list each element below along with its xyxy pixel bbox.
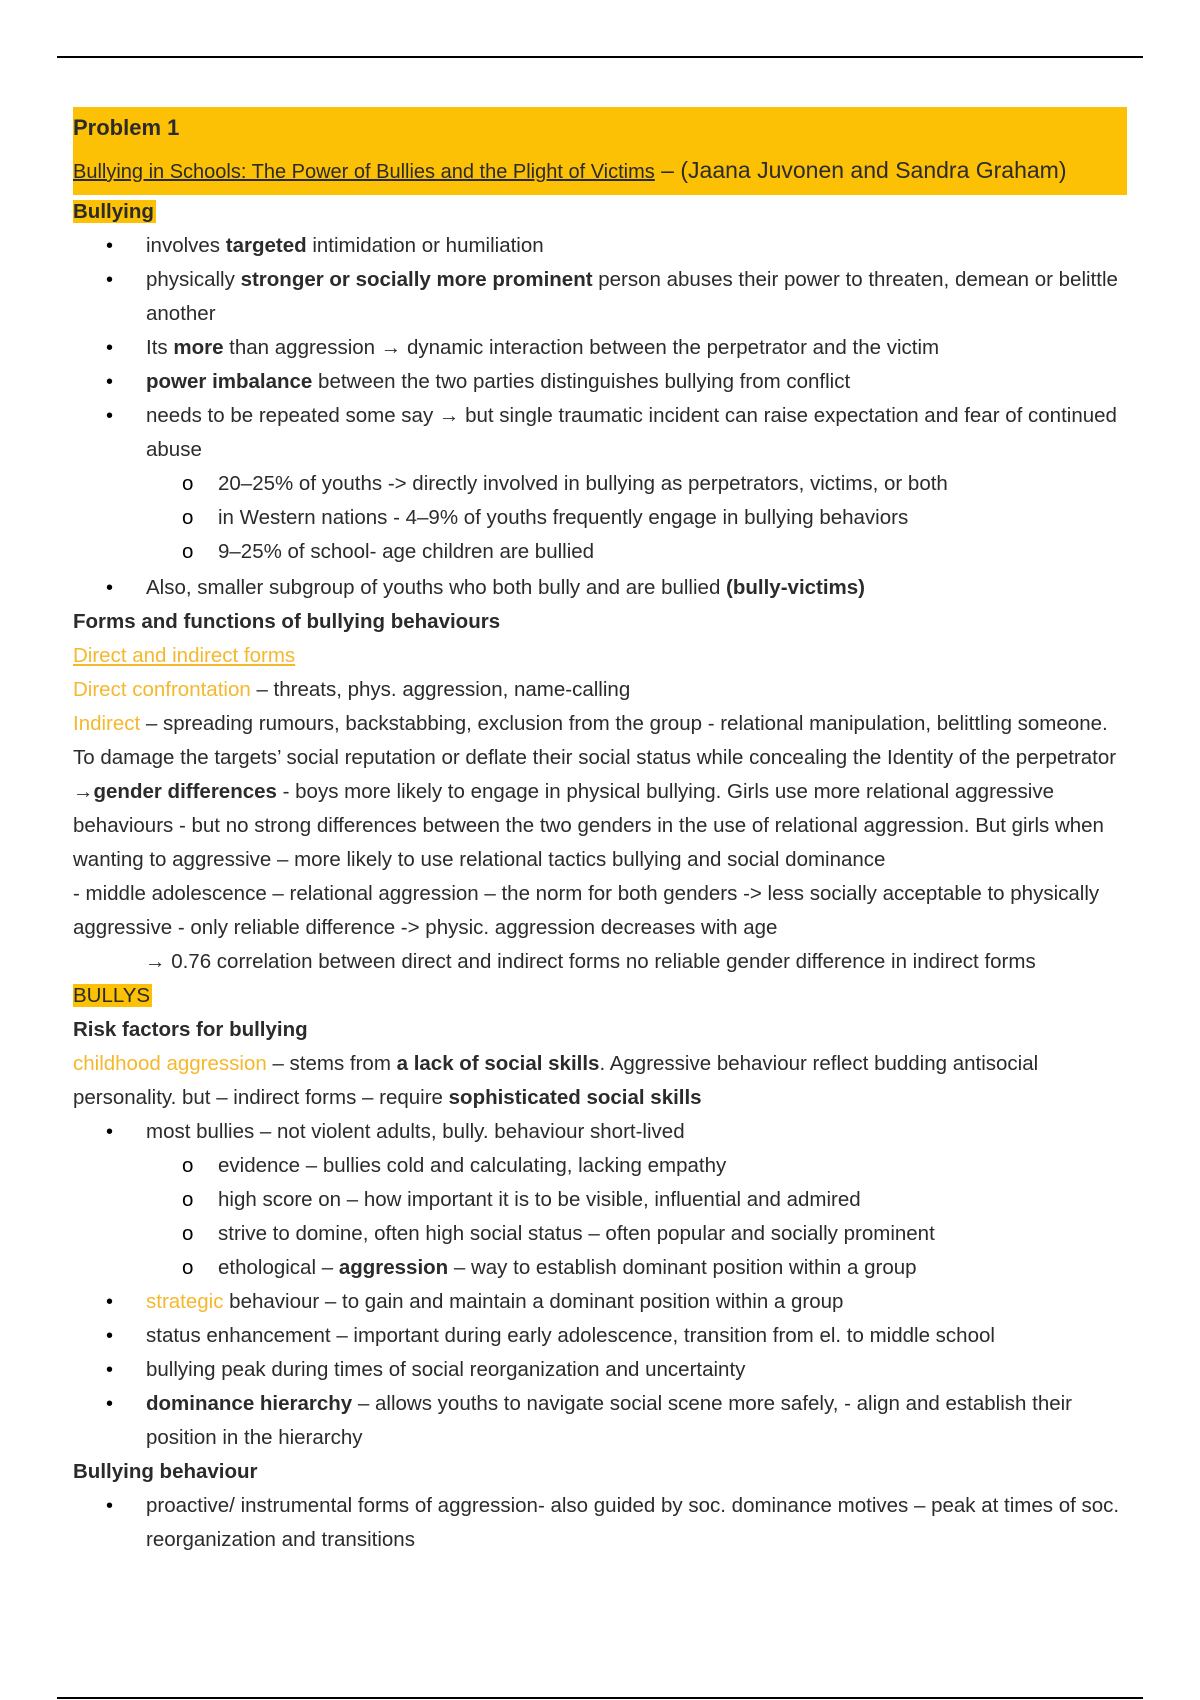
risk-list-cont bbox=[73, 1285, 1133, 1455]
sublist-item: o 20–25% of youths -> directly involved in bullying as perpetrators, victims, or both bbox=[73, 467, 1133, 501]
sublist-item: o high score on – how important it is to be visible, influential and admired bbox=[73, 1183, 1133, 1217]
sublist-item: o ethological – aggression – way to establish dominant position within a group bbox=[73, 1251, 1133, 1285]
source-citation bbox=[73, 153, 1127, 195]
list-item: • needs to be repeated some say → but single traumatic incident can raise expectation and fear of continued abuse bbox=[73, 399, 1133, 467]
forms-heading: Forms and functions of bullying behaviours bbox=[73, 610, 501, 633]
correlation-paragraph: → 0.76 correlation between direct and indirect forms no reliable gender difference in indirect forms bbox=[145, 950, 1036, 973]
list-item: • power imbalance between the two parties distinguishes bullying from conflict bbox=[73, 365, 1133, 399]
list-item: • proactive/ instrumental forms of aggression- also guided by soc. dominance motives – peak at times of soc. reorganization and transitions bbox=[73, 1489, 1133, 1557]
top-rule bbox=[57, 56, 1143, 58]
prevalence-sublist bbox=[73, 467, 1133, 569]
list-item: • physically stronger or socially more prominent person abuses their power to threaten, demean or belittle another bbox=[73, 263, 1133, 331]
adolescence-paragraph: - middle adolescence – relational aggression – the norm for both genders -> less socially acceptable to physically aggressive - only reliable difference -> physic. aggression decreases with age bbox=[73, 882, 1100, 939]
sublist-item: o 9–25% of school- age children are bullied bbox=[73, 535, 1133, 569]
bullying-heading-line bbox=[73, 195, 1133, 229]
behaviour-heading: Bullying behaviour bbox=[73, 1460, 258, 1483]
title-banner bbox=[73, 107, 1127, 195]
list-item: • bullying peak during times of social reorganization and uncertainty bbox=[73, 1353, 1133, 1387]
list-item: • Its more than aggression → dynamic interaction between the perpetrator and the victim bbox=[73, 331, 1133, 365]
bullying-heading: Bullying bbox=[73, 200, 154, 223]
indirect-paragraph: Indirect – spreading rumours, backstabbing, exclusion from the group - relational manipulation, belittling someone. To damage the targets’ social reputation or deflate their social status while concealing the Identity of the perpetrator bbox=[73, 712, 1117, 769]
source-authors: – (Jaana Juvonen and Sandra Graham) bbox=[654, 157, 1067, 183]
list-item: • involves targeted intimidation or humiliation bbox=[73, 229, 1133, 263]
risk-list bbox=[73, 1115, 1133, 1149]
document-page bbox=[73, 107, 1133, 1557]
list-item: • Also, smaller subgroup of youths who both bully and are bullied (bully-victims) bbox=[73, 571, 1133, 605]
list-item: • status enhancement – important during early adolescence, transition from el. to middle school bbox=[73, 1319, 1133, 1353]
list-item: • strategic behaviour – to gain and maintain a dominant position within a group bbox=[73, 1285, 1133, 1319]
behaviour-list bbox=[73, 1489, 1133, 1557]
risk-heading: Risk factors for bullying bbox=[73, 1018, 308, 1041]
list-item: • most bullies – not violent adults, bully. behaviour short-lived bbox=[73, 1115, 1133, 1149]
bullying-list bbox=[73, 229, 1133, 467]
page-title: Problem 1 bbox=[73, 115, 180, 140]
bullys-heading: BULLYS bbox=[73, 984, 151, 1007]
bottom-rule bbox=[57, 1697, 1143, 1699]
sublist-item: o evidence – bullies cold and calculating, lacking empathy bbox=[73, 1149, 1133, 1183]
risk-sublist bbox=[73, 1149, 1133, 1285]
list-item: • dominance hierarchy – allows youths to navigate social scene more safely, - align and establish their position in the hierarchy bbox=[73, 1387, 1133, 1455]
bullying-list-cont bbox=[73, 571, 1133, 605]
sublist-item: o in Western nations - 4–9% of youths frequently engage in bullying behaviors bbox=[73, 501, 1133, 535]
childhood-paragraph: childhood aggression – stems from a lack of social skills. Aggressive behaviour reflect budding antisocial personality. but – indirect forms – require sophisticated social skills bbox=[73, 1052, 1039, 1109]
forms-subheading: Direct and indirect forms bbox=[73, 644, 296, 667]
direct-paragraph: Direct confrontation – threats, phys. aggression, name-calling bbox=[73, 678, 631, 701]
gender-paragraph: →gender differences - boys more likely to engage in physical bullying. Girls use more relational aggressive behaviours - but no strong differences between the two genders in the use of relational aggression. But girls when wanting to aggressive – more likely to use relational tactics bullying and social dominance bbox=[73, 780, 1104, 871]
source-title: Bullying in Schools: The Power of Bullies and the Plight of Victims bbox=[73, 161, 655, 183]
sublist-item: o strive to domine, often high social status – often popular and socially prominent bbox=[73, 1217, 1133, 1251]
